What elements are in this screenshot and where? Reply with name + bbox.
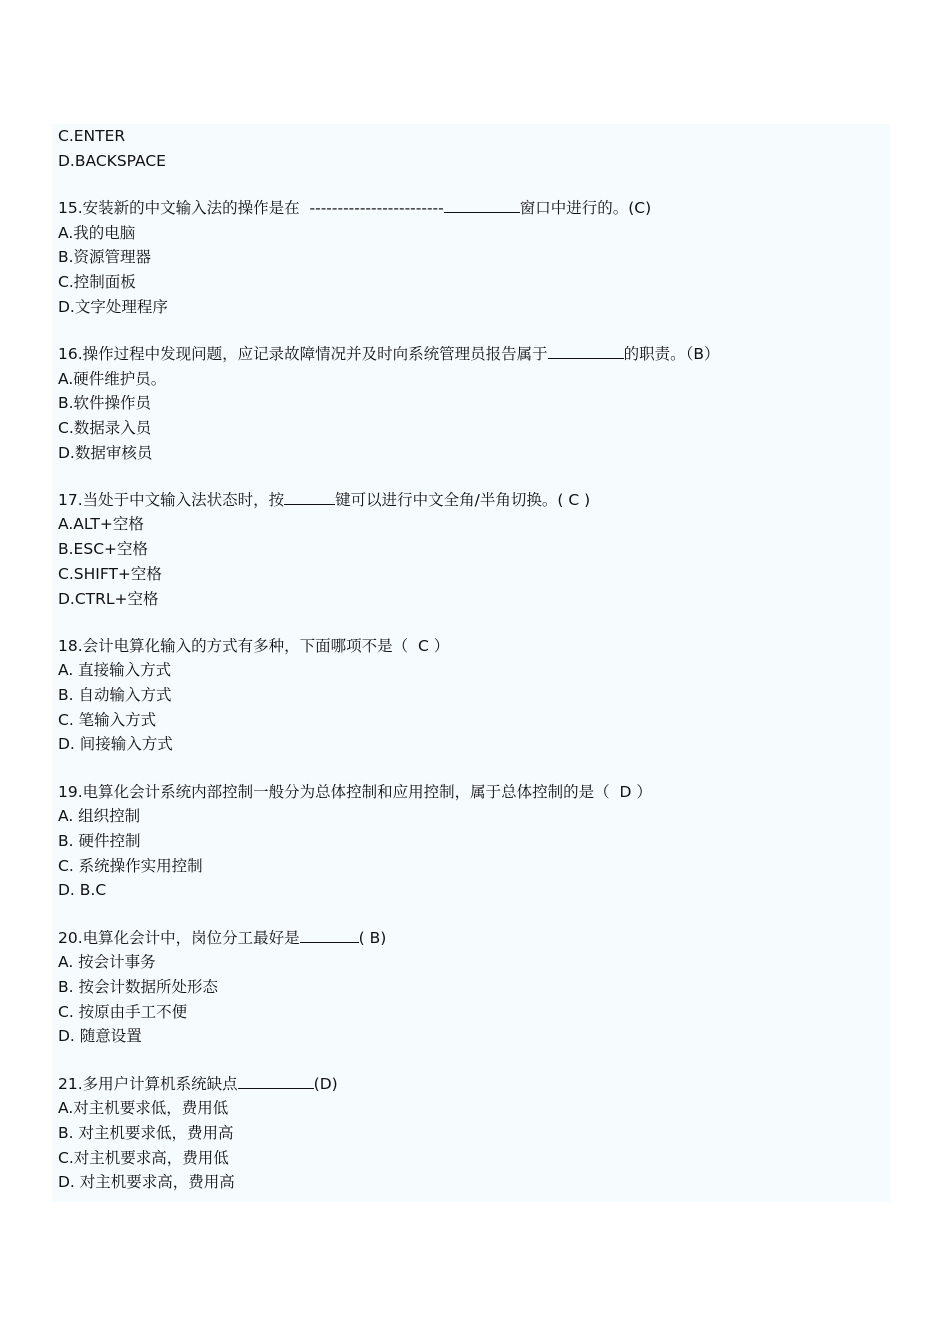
option-line: B. 自动输入方式 [58, 686, 172, 705]
question-text-end: 窗口中进行的。(C) [519, 198, 652, 217]
answer-blank [284, 489, 335, 505]
option-line: D.CTRL+空格 [58, 589, 159, 608]
question-16-stem [58, 342, 888, 367]
question-15-stem [58, 196, 888, 221]
question-text: 21.多用户计算机系统缺点 [58, 1074, 238, 1093]
answer-blank [300, 927, 359, 943]
option-line: B. 按会计数据所处形态 [58, 977, 218, 996]
option-line: B. 硬件控制 [58, 832, 141, 850]
question-text-end: 键可以进行中文全角/半角切换。( C ) [335, 490, 591, 509]
option-line: A.硬件维护员。 [58, 369, 167, 388]
answer-blank [444, 197, 520, 213]
option-line: A.ALT+空格 [58, 515, 144, 534]
option-line: A.对主机要求低，费用低 [58, 1099, 229, 1118]
option-line: D.数据审核员 [58, 443, 153, 462]
option-line: D. 间接输入方式 [58, 735, 173, 754]
option-line: A. 按会计事务 [58, 953, 156, 972]
question-text: 17.当处于中文输入法状态时，按 [58, 490, 285, 509]
question-text: 16.操作过程中发现问题，应记录故障情况并及时向系统管理员报告属于 [58, 344, 548, 363]
option-line: D. 随意设置 [58, 1027, 142, 1046]
question-list [58, 124, 888, 1195]
option-line: A. 直接输入方式 [58, 661, 172, 680]
option-line: C.SHIFT+空格 [58, 564, 162, 583]
question-17-stem [58, 488, 888, 513]
option-line: D.文字处理程序 [58, 297, 168, 316]
question-text-end: (D) [313, 1074, 338, 1093]
question-text-end: 的职责。（B） [623, 344, 720, 363]
question-text-end: ( B) [358, 928, 387, 947]
option-line: C. 系统操作实用控制 [58, 856, 203, 875]
option-line: C. 笔输入方式 [58, 710, 157, 729]
option-line: C. 按原由手工不便 [58, 1002, 188, 1021]
answer-blank [548, 343, 624, 359]
option-line: C.数据录入员 [58, 418, 152, 437]
option-line: B.软件操作员 [58, 394, 152, 413]
option-line: B.ESC+空格 [58, 540, 149, 559]
question-19-stem [58, 780, 888, 805]
question-18-stem [58, 634, 888, 659]
option-line: B.资源管理器 [58, 248, 152, 267]
option-line: B. 对主机要求低，费用高 [58, 1123, 234, 1142]
question-21-stem [58, 1072, 888, 1097]
question-20-stem [58, 926, 888, 951]
option-line: C.控制面板 [58, 272, 136, 291]
question-text: 15.安装新的中文输入法的操作是在 ------------------------ [58, 198, 444, 217]
option-line: D. B.C [58, 881, 107, 900]
option-line: D.BACKSPACE [58, 151, 166, 170]
option-line: C.对主机要求高，费用低 [58, 1148, 229, 1167]
answer-blank [238, 1073, 314, 1089]
question-text: 18.会计电算化输入的方式有多种，下面哪项不是（ C ） [58, 636, 450, 655]
option-line: A.我的电脑 [58, 223, 136, 242]
question-text: 19.电算化会计系统内部控制一般分为总体控制和应用控制，属于总体控制的是（ D ） [58, 782, 652, 801]
option-line: D. 对主机要求高，费用高 [58, 1173, 235, 1192]
question-text: 20.电算化会计中，岗位分工最好是 [58, 928, 300, 947]
option-line: A. 组织控制 [58, 807, 141, 826]
option-line: C.ENTER [58, 127, 126, 145]
